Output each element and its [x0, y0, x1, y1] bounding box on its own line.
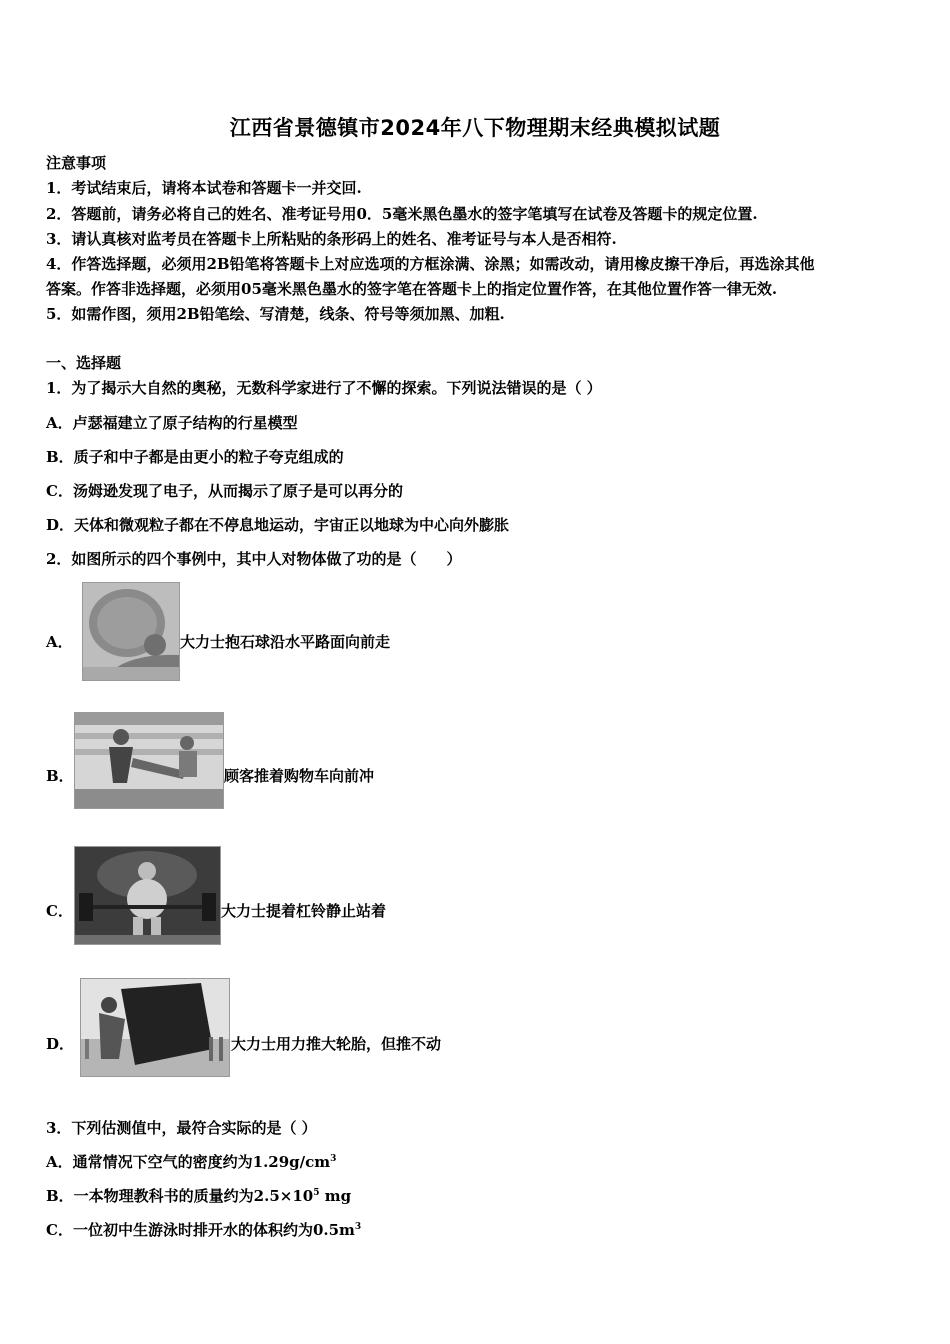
question-3-option-a — [46, 1151, 336, 1172]
notice-item: 答案。作答非选择题，必须用05毫米黑色墨水的签字笔在答题卡上的指定位置作答，在其他位置作答一律无效. — [46, 280, 778, 298]
notice-heading: 注意事项 — [46, 154, 107, 172]
superscript: 5 — [313, 1188, 320, 1198]
notice-item: 3．请认真核对监考员在答题卡上所粘贴的条形码上的姓名、准考证号与本人是否相符. — [46, 230, 617, 248]
option-text: B．一本物理教科书的质量约为2.5×10 — [46, 1187, 314, 1205]
question-1-stem: 1．为了揭示大自然的奥秘，无数科学家进行了不懈的探索。下列说法错误的是（ ） — [46, 379, 602, 397]
question-3-stem: 3．下列估测值中，最符合实际的是（ ） — [46, 1119, 317, 1137]
superscript: 3 — [354, 1222, 362, 1232]
question-1-option-c: C．汤姆逊发现了电子，从而揭示了原子是可以再分的 — [46, 482, 403, 500]
question-2-stem: 2．如图所示的四个事例中，其中人对物体做了功的是（ ） — [46, 550, 462, 568]
shopping-cart-image — [74, 712, 224, 809]
question-2-option-a-text: 大力士抱石球沿水平路面向前走 — [180, 633, 391, 651]
superscript: 3 — [330, 1154, 337, 1164]
question-3-option-c — [46, 1219, 361, 1240]
option-unit: mg — [319, 1187, 352, 1205]
notice-item: 4．作答选择题，必须用2B铅笔将答题卡上对应选项的方框涂满、涂黑；如需改动，请用橡皮擦干净后，再选涂其他 — [46, 255, 815, 273]
section-heading: 一、选择题 — [46, 354, 122, 372]
notice-item: 2．答题前，请务必将自己的姓名、准考证号用0．5毫米黑色墨水的签字笔填写在试卷及答题卡的规定位置. — [46, 205, 758, 223]
option-text: C．一位初中生游泳时排开水的体积约为0.5m — [46, 1221, 355, 1239]
question-2-option-d-letter: D． — [46, 1035, 75, 1053]
option-text: A．通常情况下空气的密度约为1.29g/cm — [46, 1153, 331, 1171]
barbell-lifter-image — [74, 846, 221, 945]
question-1-option-d: D．天体和微观粒子都在不停息地运动，宇宙正以地球为中心向外膨胀 — [46, 516, 510, 534]
question-2-option-d-text: 大力士用力推大轮胎，但推不动 — [231, 1035, 442, 1053]
question-3-option-b — [46, 1185, 351, 1206]
question-2-option-c-text: 大力士提着杠铃静止站着 — [221, 902, 387, 920]
strongman-stone-ball-image — [82, 582, 180, 681]
question-2-option-c-letter: C． — [46, 902, 73, 920]
notice-item: 1．考试结束后，请将本试卷和答题卡一并交回. — [46, 179, 362, 197]
question-1-option-b: B．质子和中子都是由更小的粒子夸克组成的 — [46, 448, 344, 466]
page-title: 江西省景德镇市2024年八下物理期末经典模拟试题 — [229, 116, 721, 140]
tire-push-image — [80, 978, 230, 1077]
question-2-option-a-letter: A． — [46, 633, 73, 651]
question-2-option-b-letter: B． — [46, 767, 74, 785]
notice-item: 5．如需作图，须用2B铅笔绘、写清楚，线条、符号等须加黑、加粗. — [46, 305, 505, 323]
question-1-option-a: A．卢瑟福建立了原子结构的行星模型 — [46, 414, 298, 432]
question-2-option-b-text: 顾客推着购物车向前冲 — [224, 767, 375, 785]
